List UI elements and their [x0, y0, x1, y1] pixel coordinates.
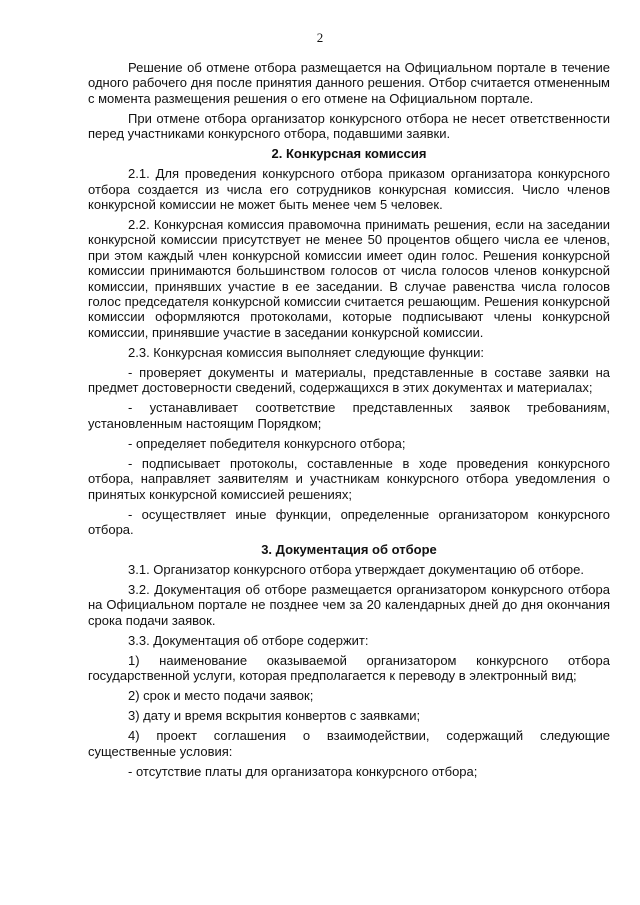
section-heading: 3. Документация об отборе [261, 541, 437, 557]
paragraph: - отсутствие платы для организатора конкурсного отбора; [128, 763, 478, 779]
paragraph: При отмене отбора организатор конкурсного отбора не несет ответственности перед участниками конкурсного отбора, подавшими заявки. [88, 110, 610, 142]
paragraph: 1) наименование оказываемой организатором конкурсного отбора государственной услуги, которая предполагается к переводу в электронный вид; [88, 652, 610, 684]
paragraph: - осуществляет иные функции, определенные организатором конкурсного отбора. [88, 506, 610, 537]
paragraph: 3.1. Организатор конкурсного отбора утверждает документацию об отборе. [128, 561, 585, 577]
page-number: 2 [316, 30, 324, 45]
paragraph: - подписывает протоколы, составленные в ходе проведения конкурсного отбора, направляет заявителям и участникам конкурсного отбора уведомления о принятых конкурсной комиссией решениях; [88, 455, 610, 502]
document-body [88, 60, 610, 779]
paragraph: - проверяет документы и материалы, представленные в составе заявки на предмет достоверности сведений, содержащихся в этих документах и материалах; [88, 364, 610, 396]
section-heading: 2. Конкурсная комиссия [271, 146, 427, 162]
paragraph: 3) дату и время вскрытия конвертов с заявками; [128, 708, 421, 724]
paragraph: 2.1. Для проведения конкурсного отбора приказом организатора конкурсного отбора создается из числа его сотрудников конкурсная комиссия. Число членов конкурсной комиссии не может быть менее чем 5 человек. [88, 166, 610, 213]
paragraph: 2.2. Конкурсная комиссия правомочна принимать решения, если на заседании конкурсной комиссии присутствует не менее 50 процентов общего числа ее членов, при этом каждый член конкурсной комиссии имеет один голос. Решения конкурсной комиссии принимаются большинством голосов от числа голосов членов конкурсной комиссии, принявших участие в ее заседании. В случае равенства числа голосов голос председателя конкурсной комиссии считается решающим. Решения конкурсной комиссии оформляются протоколами, которые подписывают члены конкурсной комиссии, принявшие участие в заседании конкурсной комиссии. [88, 217, 610, 340]
paragraph: 3.3. Документация об отборе содержит: [128, 632, 369, 648]
paragraph: 3.2. Документация об отборе размещается организатором конкурсного отбора на Официальном портале не позднее чем за 20 календарных дней до дня окончания срока подачи заявок. [88, 581, 610, 628]
paragraph: 2.3. Конкурсная комиссия выполняет следующие функции: [128, 344, 484, 360]
paragraph: - устанавливает соответствие представленных заявок требованиям, установленным настоящим Порядком; [88, 400, 610, 431]
paragraph: 2) срок и место подачи заявок; [128, 688, 314, 704]
paragraph: - определяет победителя конкурсного отбора; [128, 435, 406, 451]
paragraph: Решение об отмене отбора размещается на Официальном портале в течение одного рабочего дня после принятия данного решения. Отбор считается отмененным с момента размещения решения о его отмене на Официальном портале. [88, 60, 610, 106]
paragraph: 4) проект соглашения о взаимодействии, содержащий следующие существенные условия: [88, 728, 610, 759]
